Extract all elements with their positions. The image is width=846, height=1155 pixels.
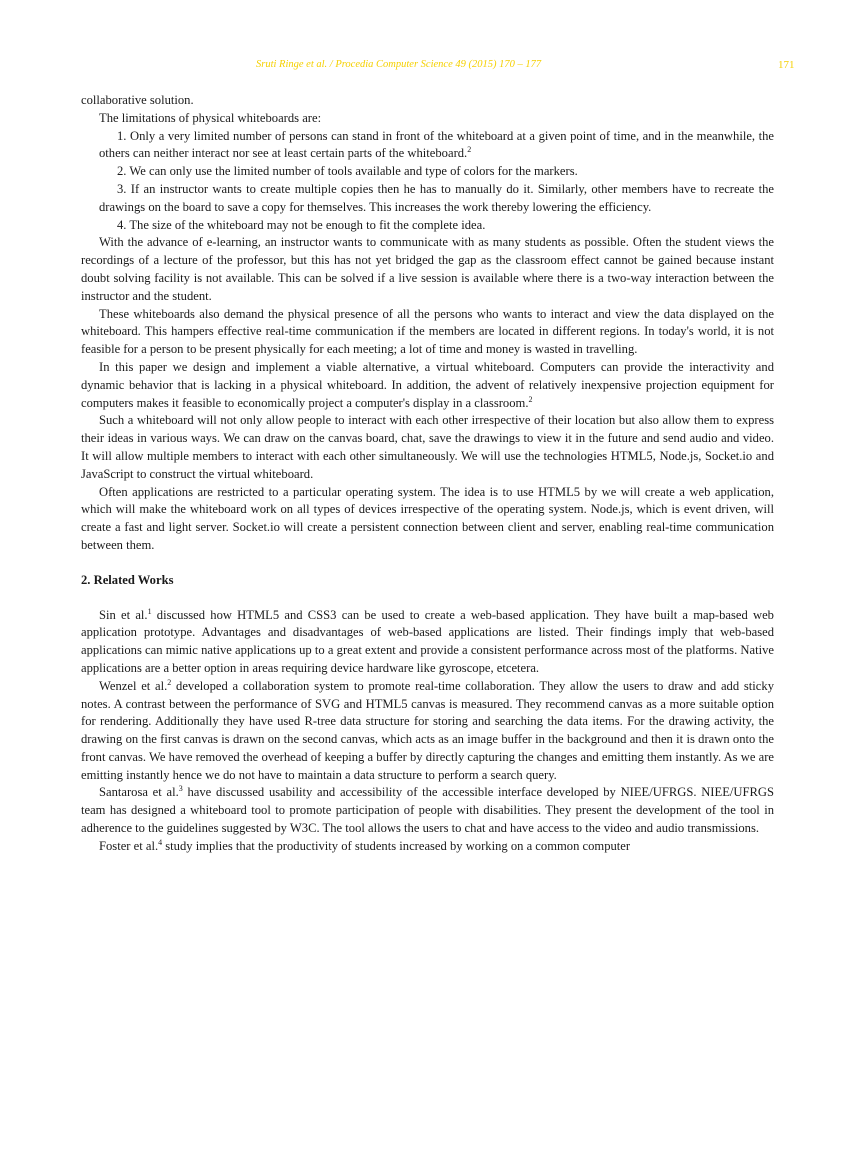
list-item: 4. The size of the whiteboard may not be enough to fit the complete idea. — [117, 217, 486, 232]
paragraph: Often applications are restricted to a particular operating system. The idea is to use HTML5 by we will create a web application, which will make the whiteboard work on all types of devices irrespective of the operating system. Node.js, which is event driven, will create a fast and light server. Socket.io will create a persistent connection between client and server, enabling real-time communication between them. — [81, 484, 774, 552]
paragraph: Wenzel et al.$^2$ developed a collaboration system to promote real-time collaboration. They allow the users to draw and add sticky notes. A contrast between the performance of SVG and HTML5 canvas is measured. They recommend canvas as a more suitable option for rendering. Additionally they have used R-tree data structure for storing and searching the data items. For the drawing activity, the drawing on the first canvas is drawn on the second canvas, which acts as an image buffer in the background and then it is drawn onto the front canvas. We have removed the overhead of keeping a buffer by directly capturing the changes and emitting them instantly. As we are emitting instantly hence we do not have to maintain a data structure to perform a search query. — [81, 677, 774, 782]
list-item: 1. Only a very limited number of persons can stand in front of the whiteboard at a given point of time, and in the meanwhile, the others can neither interact nor see at least certain parts of the whiteboard.$^2$ — [99, 128, 774, 161]
list-item: 2. We can only use the limited number of tools available and type of colors for the markers. — [117, 164, 578, 179]
paragraph: Santarosa et al.$^3$ have discussed usability and accessibility of the accessible interface developed by NIEE/UFRGS. NIEE/UFRGS team has designed a whiteboard tool to promote participation of people with disabilities. They present the development of the tool in adherence to the guidelines suggested by W3C. The tool allows the users to chat and have access to the video and audio transmissions. — [81, 784, 774, 836]
section-heading: 2. Related Works — [81, 572, 174, 587]
citation: 3 — [178, 784, 183, 794]
page-number: 171 — [778, 59, 795, 71]
list-item: 3. If an instructor wants to create multiple copies then he has to manually do it. Similarly, other members have to recreate the drawings on the board to save a copy for themselves. This increases the work thereby lowering the efficiency. — [99, 181, 774, 214]
article-body — [81, 92, 774, 856]
citation: 4 — [158, 837, 163, 847]
citation: 2 — [528, 394, 533, 404]
citation: 2 — [467, 145, 472, 155]
paragraph: With the advance of e-learning, an instructor wants to communicate with as many students as possible. Often the student views the recordings of a lecture of the professor, but this has not yet bridged the gap as the classroom effect cannot be gained because instant doubt solving facility is not available. This can be solved if a live session is available where there is a two-way interaction between the instructor and the student. — [81, 235, 774, 303]
paragraph: collaborative solution. — [81, 93, 194, 107]
page-header — [0, 59, 846, 73]
paragraph: The limitations of physical whiteboards are: — [99, 110, 322, 125]
citation: 2 — [167, 677, 172, 687]
paragraph: Sin et al.$^1$ discussed how HTML5 and CSS3 can be used to create a web-based application. They have built a map-based web application prototype. Advantages and disadvantages of web-based applications are listed. Their findings imply that web-based applications can mimic native applications up to a great extent and provide a consistent performance across most of the platforms. Native applications are a better option in areas requiring device hardware like gyroscope, etcetera. — [81, 606, 774, 675]
running-head: Sruti Ringe et al. / Procedia Computer Science 49 (2015) 170 – 177 — [256, 59, 542, 70]
paragraph: Foster et al.$^4$ study implies that the productivity of students increased by working on a common computer — [99, 837, 631, 853]
citation: 1 — [147, 606, 152, 616]
paragraph: Such a whiteboard will not only allow people to interact with each other irrespective of their location but also allow them to express their ideas in various ways. We can draw on the canvas board, chat, save the drawings to view it in the future and send audio and video. It will allow multiple members to interact with each other simultaneously. We will use the technologies HTML5, Node.js, Socket.io and JavaScript to construct the virtual whiteboard. — [81, 413, 774, 481]
paragraph: These whiteboards also demand the physical presence of all the persons who wants to interact and view the data displayed on the whiteboard. This hampers effective real-time communication if the members are located in different regions. In today's world, it is not feasible for a person to be present physically for each meeting; a lot of time and money is wasted in travelling. — [81, 306, 774, 357]
paragraph: In this paper we design and implement a viable alternative, a virtual whiteboard. Computers can provide the interactivity and dynamic behavior that is lacking in a physical whiteboard. In addition, the advent of relatively inexpensive projection equipment for computers makes it feasible to economically project a computer's display in a classroom.$^2$ — [81, 359, 774, 410]
